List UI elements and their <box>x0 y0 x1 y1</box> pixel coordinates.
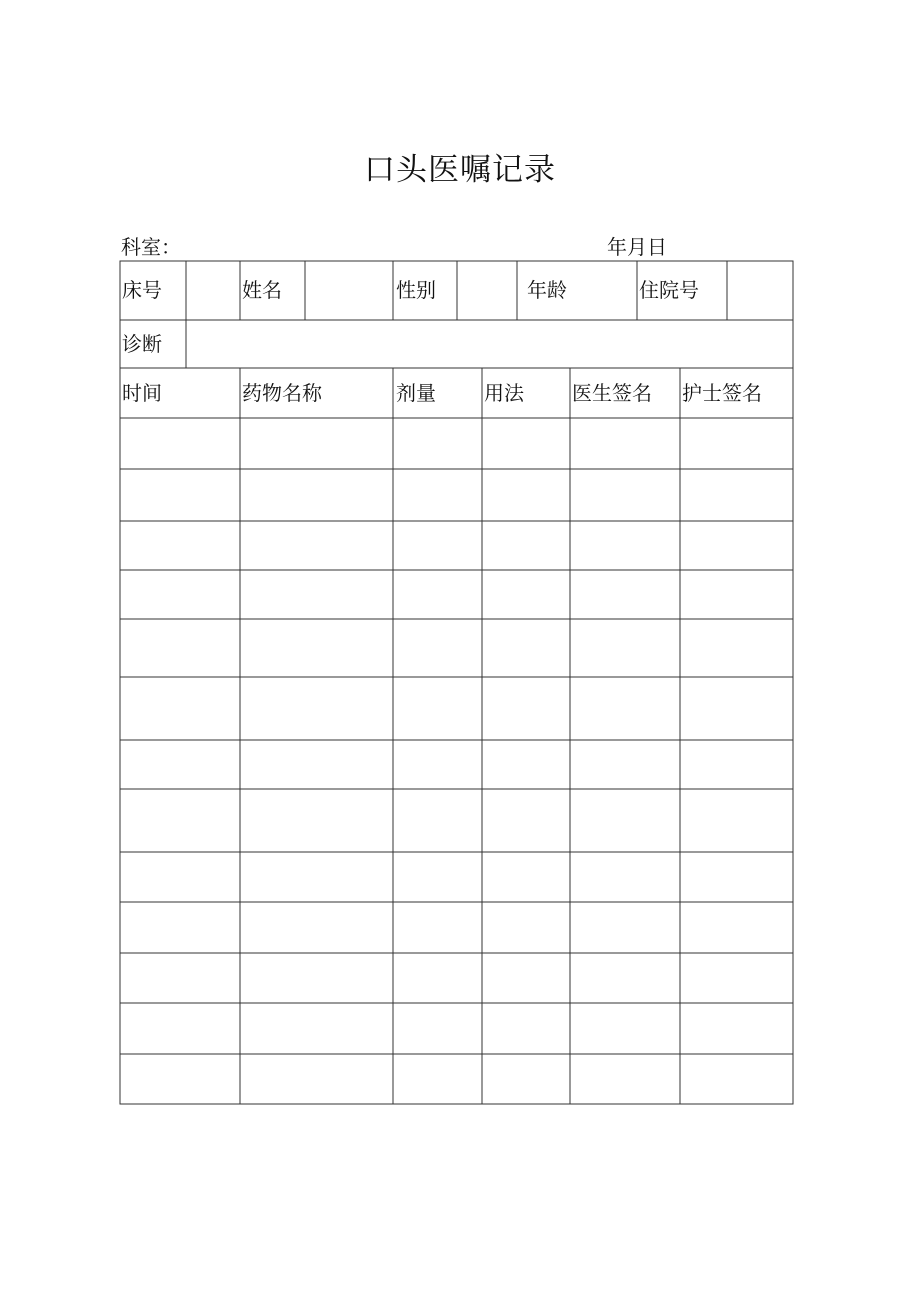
order-cell-doctor-signature[interactable] <box>573 906 677 949</box>
order-cell-doctor-signature[interactable] <box>573 856 677 898</box>
order-cell-dose[interactable] <box>396 574 479 615</box>
order-cell-nurse-signature[interactable] <box>683 744 790 785</box>
order-cell-drug-name[interactable] <box>243 906 390 949</box>
column-header-usage: 用法 <box>484 381 524 405</box>
order-cell-usage[interactable] <box>485 906 567 949</box>
order-cell-time[interactable] <box>123 473 237 517</box>
order-cell-drug-name[interactable] <box>243 623 390 673</box>
order-cell-drug-name[interactable] <box>243 957 390 999</box>
order-cell-doctor-signature[interactable] <box>573 574 677 615</box>
order-cell-time[interactable] <box>123 1058 237 1100</box>
order-cell-drug-name[interactable] <box>243 856 390 898</box>
order-cell-usage[interactable] <box>485 744 567 785</box>
column-header-drug-name: 药物名称 <box>242 381 322 405</box>
order-cell-time[interactable] <box>123 1007 237 1050</box>
column-header-doctor-signature: 医生签名 <box>572 381 652 405</box>
document-title: 口头医嘱记录 <box>364 152 556 188</box>
order-cell-nurse-signature[interactable] <box>683 473 790 517</box>
order-cell-doctor-signature[interactable] <box>573 422 677 465</box>
order-cell-drug-name[interactable] <box>243 473 390 517</box>
order-cell-usage[interactable] <box>485 957 567 999</box>
order-cell-dose[interactable] <box>396 473 479 517</box>
order-cell-drug-name[interactable] <box>243 681 390 736</box>
order-cell-nurse-signature[interactable] <box>683 1007 790 1050</box>
order-cell-nurse-signature[interactable] <box>683 574 790 615</box>
order-cell-dose[interactable] <box>396 525 479 566</box>
order-cell-dose[interactable] <box>396 856 479 898</box>
order-cell-usage[interactable] <box>485 574 567 615</box>
order-cell-nurse-signature[interactable] <box>683 422 790 465</box>
order-cell-doctor-signature[interactable] <box>573 1058 677 1100</box>
order-cell-dose[interactable] <box>396 793 479 848</box>
order-cell-dose[interactable] <box>396 1007 479 1050</box>
order-cell-dose[interactable] <box>396 906 479 949</box>
order-cell-nurse-signature[interactable] <box>683 856 790 898</box>
order-cell-time[interactable] <box>123 744 237 785</box>
order-cell-time[interactable] <box>123 957 237 999</box>
order-cell-nurse-signature[interactable] <box>683 681 790 736</box>
order-cell-time[interactable] <box>123 623 237 673</box>
order-cell-doctor-signature[interactable] <box>573 473 677 517</box>
order-cell-usage[interactable] <box>485 525 567 566</box>
date-label: 年月日 <box>607 235 667 259</box>
order-cell-usage[interactable] <box>485 623 567 673</box>
order-cell-usage[interactable] <box>485 1058 567 1100</box>
order-cell-drug-name[interactable] <box>243 1007 390 1050</box>
name-label: 姓名 <box>242 278 282 302</box>
order-cell-time[interactable] <box>123 422 237 465</box>
order-cell-usage[interactable] <box>485 1007 567 1050</box>
admission-number-label: 住院号 <box>639 278 699 302</box>
order-cell-time[interactable] <box>123 856 237 898</box>
order-cell-dose[interactable] <box>396 623 479 673</box>
order-cell-nurse-signature[interactable] <box>683 1058 790 1100</box>
order-cell-usage[interactable] <box>485 473 567 517</box>
order-cell-doctor-signature[interactable] <box>573 793 677 848</box>
order-cell-dose[interactable] <box>396 1058 479 1100</box>
sex-label: 性别 <box>396 278 436 302</box>
order-cell-doctor-signature[interactable] <box>573 525 677 566</box>
order-cell-drug-name[interactable] <box>243 525 390 566</box>
order-cell-usage[interactable] <box>485 422 567 465</box>
order-cell-time[interactable] <box>123 525 237 566</box>
order-cell-time[interactable] <box>123 793 237 848</box>
order-cell-dose[interactable] <box>396 681 479 736</box>
department-label: 科室： <box>121 235 181 259</box>
order-cell-doctor-signature[interactable] <box>573 681 677 736</box>
order-cell-time[interactable] <box>123 906 237 949</box>
diagnosis-label: 诊断 <box>122 332 162 356</box>
order-cell-nurse-signature[interactable] <box>683 906 790 949</box>
column-header-dose: 剂量 <box>396 381 436 405</box>
order-cell-drug-name[interactable] <box>243 422 390 465</box>
order-cell-dose[interactable] <box>396 744 479 785</box>
order-cell-dose[interactable] <box>396 957 479 999</box>
order-cell-drug-name[interactable] <box>243 574 390 615</box>
order-cell-usage[interactable] <box>485 856 567 898</box>
order-cell-doctor-signature[interactable] <box>573 744 677 785</box>
column-header-time: 时间 <box>122 381 162 405</box>
order-cell-drug-name[interactable] <box>243 1058 390 1100</box>
order-cell-drug-name[interactable] <box>243 744 390 785</box>
order-cell-doctor-signature[interactable] <box>573 623 677 673</box>
order-cell-nurse-signature[interactable] <box>683 525 790 566</box>
order-cell-usage[interactable] <box>485 793 567 848</box>
order-cell-dose[interactable] <box>396 422 479 465</box>
order-cell-nurse-signature[interactable] <box>683 623 790 673</box>
column-header-nurse-signature: 护士签名 <box>682 381 762 405</box>
order-cell-time[interactable] <box>123 574 237 615</box>
age-label: 年龄 <box>527 278 567 302</box>
order-cell-time[interactable] <box>123 681 237 736</box>
order-cell-nurse-signature[interactable] <box>683 957 790 999</box>
order-cell-doctor-signature[interactable] <box>573 1007 677 1050</box>
order-cell-doctor-signature[interactable] <box>573 957 677 999</box>
order-cell-drug-name[interactable] <box>243 793 390 848</box>
order-cell-usage[interactable] <box>485 681 567 736</box>
bed-label: 床号 <box>122 278 162 302</box>
order-cell-nurse-signature[interactable] <box>683 793 790 848</box>
